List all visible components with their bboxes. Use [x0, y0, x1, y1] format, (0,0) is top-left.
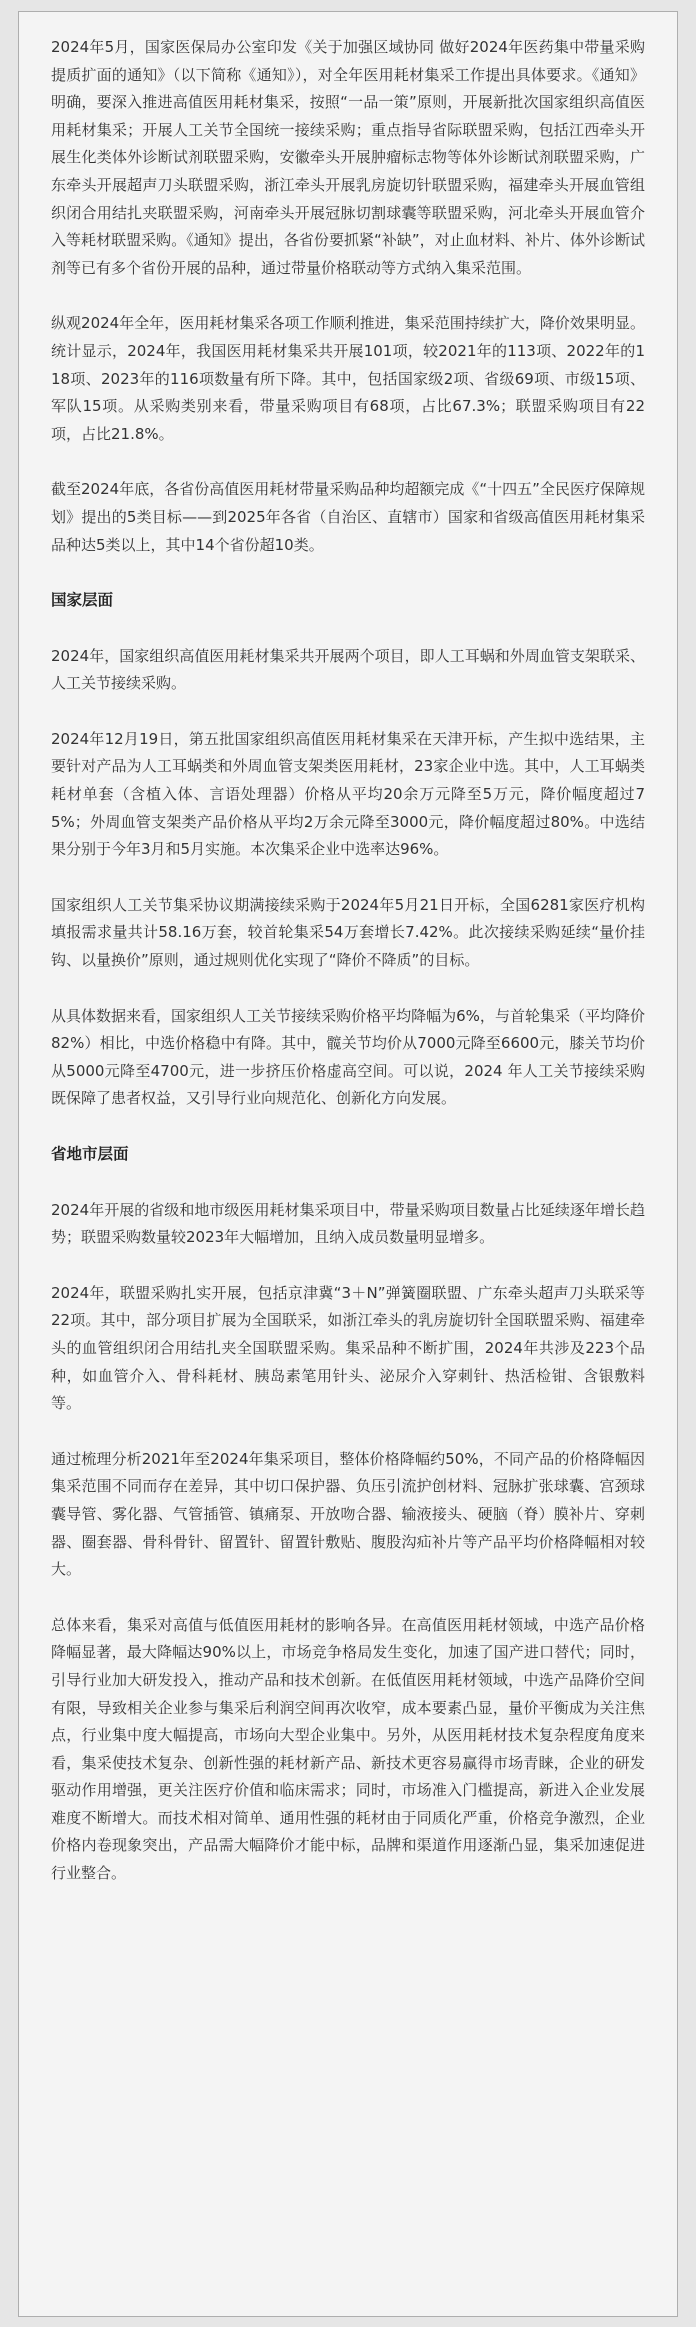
paragraph-alliance-procurement: 2024年，联盟采购扎实开展，包括京津冀“3＋N”弹簧圈联盟、广东牵头超声刀头联采等22项。其中，部分项目扩展为全国联采，如浙江牵头的乳房旋切针全国联盟采购、福建牵头的血管组织闭合用结扎夹全国联盟采购。集采品种不断扩围，2024年共涉及223个品种，如血管介入、骨科耗材、胰岛素笔用针头、泌尿介入穿刺针、热活检钳、含银敷料等。 [51, 1283, 645, 1413]
paragraph-summary: 总体来看，集采对高值与低值医用耗材的影响各异。在高值医用耗材领域，中选产品价格降幅显著，最大降幅达90%以上，市场竞争格局发生变化，加速了国产进口替代；同时，引导行业加大研发投入，推动产品和技术创新。在低值医用耗材领域，中选产品降价空间有限，导致相关企业参与集采后利润空间再次收窄，成本要素凸显，量价平衡成为关注焦点，行业集中度大幅提高，市场向大型企业集中。另外，从医用耗材技术复杂程度角度来看，集采使技术复杂、创新性强的耗材新产品、新技术更容易赢得市场青睐，企业的研发驱动作用增强，更关注医疗价值和临床需求；同时，市场准入门槛提高，新进入企业发展难度不断增大。而技术相对简单、通用性强的耗材由于同质化严重，价格竞争激烈，企业价格内卷现象突出，产品需大幅降价才能中标，品牌和渠道作用逐渐凸显，集采加速促进行业整合。 [51, 1615, 645, 1883]
paragraph-price-analysis: 通过梳理分析2021年至2024年集采项目，整体价格降幅约50%，不同产品的价格降幅因集采范围不同而存在差异，其中切口保护器、负压引流护创材料、冠脉扩张球囊、宫颈球囊导管、雾化器、气管插管、镇痛泵、开放吻合器、输液接头、硬脑（脊）膜补片、穿刺器、圈套器、骨科骨针、留置针、留置针敷贴、腹股沟疝补片等产品平均价格降幅相对较大。 [51, 1449, 645, 1579]
paragraph-joint-prices: 从具体数据来看，国家组织人工关节接续采购价格平均降幅为6%，与首轮集采（平均降价82%）相比，中选价格稳中有降。其中，髋关节均价从7000元降至6600元，膝关节均价从5000元降至4700元，进一步挤压价格虚高空间。可以说，2024 年人工关节接续采购既保障了患者权益，又引导行业向规范化、创新化方向发展。 [51, 1006, 645, 1108]
section-heading-national: 国家层面 [51, 591, 114, 610]
section-heading-provincial: 省地市层面 [51, 1145, 129, 1163]
paragraph-year-end-status: 截至2024年底，各省份高值医用耗材带量采购品种均超额完成《“十四五”全民医疗保障规划》提出的5类目标——到2025年各省（自治区、直辖市）国家和省级高值医用耗材集采品种达5类以上，其中14个省份超10类。 [51, 480, 645, 554]
paragraph-provincial-trend: 2024年开展的省级和地市级医用耗材集采项目中，带量采购项目数量占比延续逐年增长趋势；联盟采购数量较2023年大幅增加，且纳入成员数量明显增多。 [51, 1200, 645, 1247]
paragraph-national-projects: 2024年，国家组织高值医用耗材集采共开展两个项目，即人工耳蜗和外周血管支架联采、人工关节接续采购。 [51, 646, 645, 693]
paragraph-fifth-batch: 2024年12月19日，第五批国家组织高值医用耗材集采在天津开标，产生拟中选结果，主要针对产品为人工耳蜗类和外周血管支架类医用耗材，23家企业中选。其中，人工耳蜗类耗材单套（含植入体、言语处理器）价格从平均20余万元降至5万元，降价幅度超过75%；外周血管支架类产品价格从平均2万余元降至3000元，降价幅度超过80%。中选结果分别于今年3月和5月实施。本次集采企业中选率达96%。 [51, 729, 645, 859]
paragraph-joint-renewal: 国家组织人工关节集采协议期满接续采购于2024年5月21日开标，全国6281家医疗机构填报需求量共计58.16万套，较首轮集采54万套增长7.42%。此次接续采购延续“量价挂钩、以量换价”原则，通过规则优化实现了“降价不降质”的目标。 [51, 895, 645, 970]
paragraph-notice: 2024年5月，国家医保局办公室印发《关于加强区域协同 做好2024年医药集中带量采购提质扩面的通知》（以下简称《通知》），对全年医用耗材集采工作提出具体要求。《通知》明确，要深入推进高值医用耗材集采，按照“一品一策”原则，开展新批次国家组织高值医用耗材集采；开展人工关节全国统一接续采购；重点指导省际联盟采购，包括江西牵头开展生化类体外诊断试剂联盟采购，安徽牵头开展肿瘤标志物等体外诊断试剂联盟采购，广东牵头开展超声刀头联盟采购，浙江牵头开展乳房旋切针联盟采购，福建牵头开展血管组织闭合用结扎夹联盟采购，河南牵头开展冠脉切割球囊等联盟采购，河北牵头开展血管介入等耗材联盟采购。《通知》提出，各省份要抓紧“补缺”，对止血材料、补片、体外诊断试剂等已有多个省份开展的品种，通过带量价格联动等方式纳入集采范围。 [51, 38, 645, 277]
article-body [18, 11, 678, 2317]
paragraph-annual-overview: 纵观2024年全年，医用耗材集采各项工作顺利推进，集采范围持续扩大，降价效果明显。统计显示，2024年，我国医用耗材集采共开展101项，较2021年的113项、2022年的118项、2023年的116项数量有所下降。其中，包括国家级2项、省级69项、市级15项、军队15项。从采购类别来看，带量采购项目有68项，占比67.3%；联盟采购项目有22项，占比21.8%。 [51, 314, 645, 443]
